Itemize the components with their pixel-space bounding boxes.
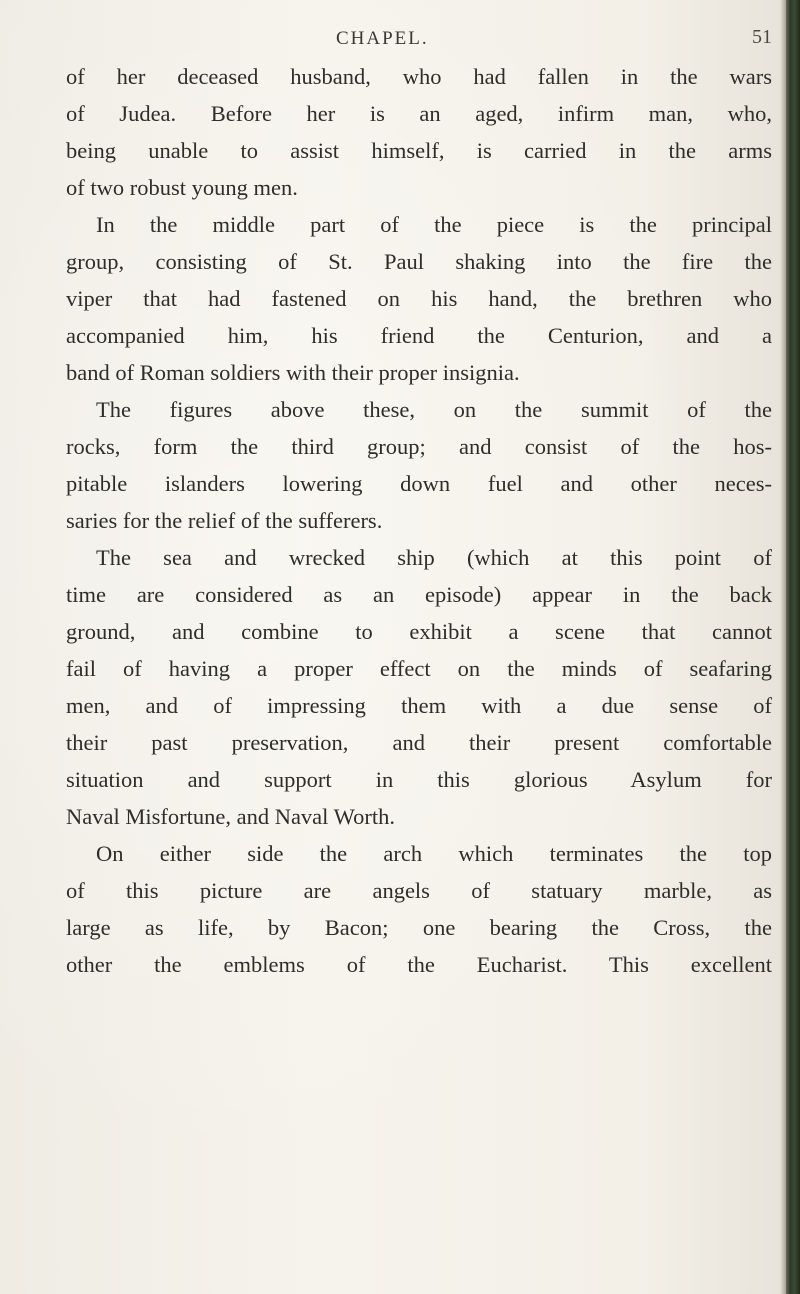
- text-line: pitable islanders lowering down fuel and other neces-: [66, 471, 772, 496]
- text-line: men, and of impressing them with a due sense of: [66, 693, 772, 718]
- text-line: band of Roman soldiers with their proper insignia.: [66, 360, 520, 385]
- text-line: Naval Misfortune, and Naval Worth.: [66, 804, 395, 829]
- text-line: ground, and combine to exhibit a scene that cannot: [66, 619, 772, 644]
- body-text: [66, 58, 772, 983]
- text-line: of two robust young men.: [66, 175, 298, 200]
- text-line: other the emblems of the Eucharist. This excellent: [66, 952, 772, 977]
- page-number: 51: [752, 26, 772, 48]
- text-line: accompanied him, his friend the Centurion, and a: [66, 323, 772, 348]
- text-line: group, consisting of St. Paul shaking into the fire the: [66, 249, 772, 274]
- text-line: being unable to assist himself, is carried in the arms: [66, 138, 772, 163]
- text-line: rocks, form the third group; and consist of the hos-: [66, 434, 772, 459]
- binding-edge: [786, 0, 800, 1294]
- text-line: of her deceased husband, who had fallen in the wars: [66, 64, 772, 89]
- text-line: of this picture are angels of statuary marble, as: [66, 878, 772, 903]
- text-line: saries for the relief of the sufferers.: [66, 508, 383, 533]
- text-line: viper that had fastened on his hand, the brethren who: [66, 286, 772, 311]
- paragraph-start-line: The figures above these, on the summit of the: [96, 397, 772, 422]
- text-line: fail of having a proper effect on the minds of seafaring: [66, 656, 772, 681]
- text-line: their past preservation, and their present comfortable: [66, 730, 772, 755]
- paragraph-start-line: The sea and wrecked ship (which at this point of: [96, 545, 772, 570]
- paragraph-start-line: On either side the arch which terminates the top: [96, 841, 772, 866]
- text-line: situation and support in this glorious Asylum for: [66, 767, 772, 792]
- paragraph-start-line: In the middle part of the piece is the principal: [96, 212, 772, 237]
- text-line: of Judea. Before her is an aged, infirm man, who,: [66, 101, 772, 126]
- text-line: large as life, by Bacon; one bearing the Cross, the: [66, 915, 772, 940]
- text-line: time are considered as an episode) appear in the back: [66, 582, 772, 607]
- running-header: [0, 18, 800, 58]
- running-title: CHAPEL.: [336, 28, 429, 49]
